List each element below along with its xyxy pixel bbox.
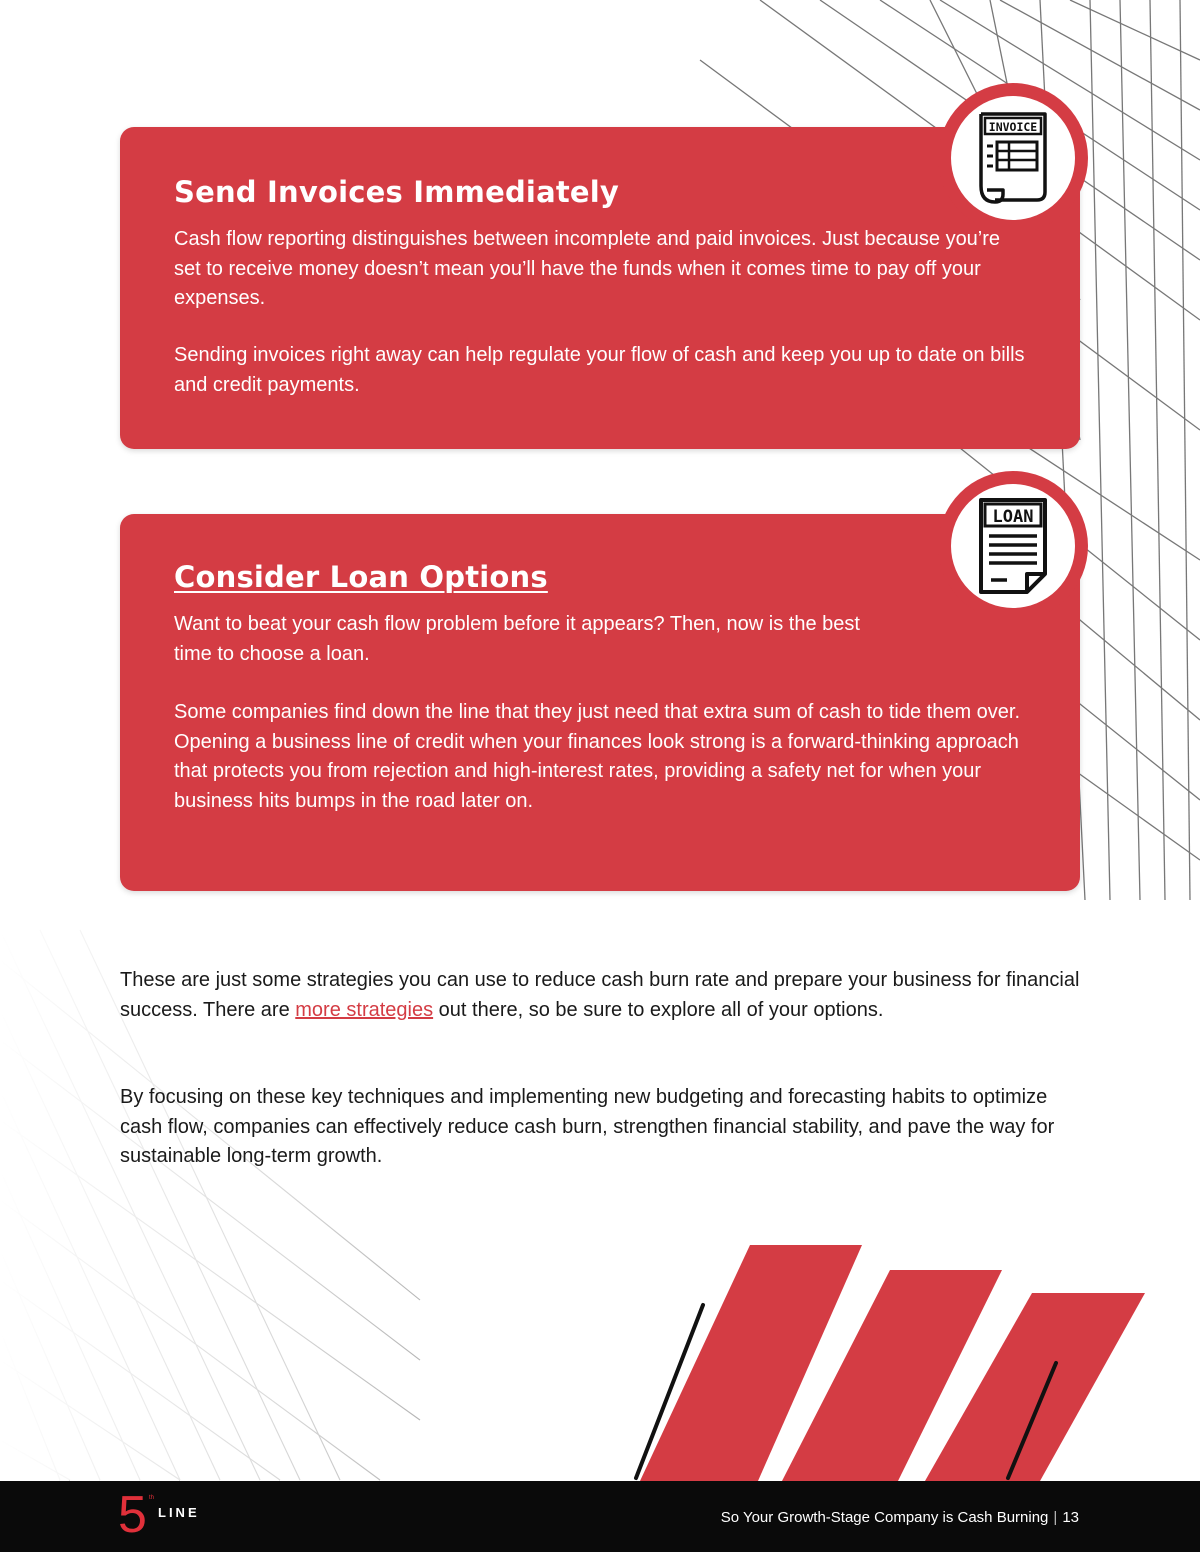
closing-text-start: These are just some strategies you can use to reduce cash burn rate and prepare your business for financial success. There are xyxy=(120,969,1080,1021)
card-title[interactable] xyxy=(174,560,548,594)
tip-card-send-invoices xyxy=(120,127,1080,449)
summary-paragraph: By focusing on these key techniques and implementing new budgeting and forecasting habits to optimize cash flow, companies can effectively reduce cash burn, strengthen financial stability, and pave the way for sustainable long-term growth. xyxy=(120,1086,1055,1167)
card-paragraph: Sending invoices right away can help regulate your flow of cash and keep you up to date on bills and credit payments. xyxy=(174,344,1025,396)
closing-paragraph xyxy=(120,966,1080,1025)
loan-badge xyxy=(938,471,1088,621)
card-paragraph: Some companies find down the line that they just need that extra sum of cash to tide them over. Opening a business line of credit when your finances look strong is a forward-thinking approach that protects you from rejection and high-interest rates, providing a safety net for when your business hits bumps in the road later on. xyxy=(174,701,1021,812)
document-title: So Your Growth-Stage Company is Cash Burning xyxy=(720,1509,1049,1526)
more-strategies-link[interactable]: more strategies xyxy=(295,998,434,1021)
invoice-badge xyxy=(938,83,1088,233)
brand-logo-word: LINE xyxy=(158,1505,200,1520)
tip-card-loan-options xyxy=(120,514,1080,891)
loan-document-icon xyxy=(975,496,1051,596)
red-diagonal-stripes xyxy=(640,1245,1145,1481)
loan-icon-label: LOAN xyxy=(992,507,1034,527)
card-paragraph: Cash flow reporting distinguishes between incomplete and paid invoices. Just because you’re set to receive money doesn’t mean you’ll have the funds when it comes time to pay off your expenses. xyxy=(174,228,1001,309)
footer-separator: | xyxy=(1053,1509,1058,1526)
closing-text-end: out there, so be sure to explore all of your options. xyxy=(433,998,884,1021)
invoice-icon-label: INVOICE xyxy=(988,120,1038,134)
footer-caption xyxy=(721,1509,1079,1526)
page-footer xyxy=(0,1481,1200,1552)
invoice-icon xyxy=(973,110,1053,206)
brand-logo-number: 5 xyxy=(118,1486,147,1544)
card-title: Send Invoices Immediately xyxy=(174,175,620,209)
card-title-link[interactable]: Consider Loan Options xyxy=(174,560,548,594)
page-number: 13 xyxy=(1062,1509,1079,1526)
brand-logo-superscript: th xyxy=(149,1495,155,1501)
card-paragraph: Want to beat your cash flow problem before it appears? Then, now is the best time to choose a loan. xyxy=(174,613,860,665)
